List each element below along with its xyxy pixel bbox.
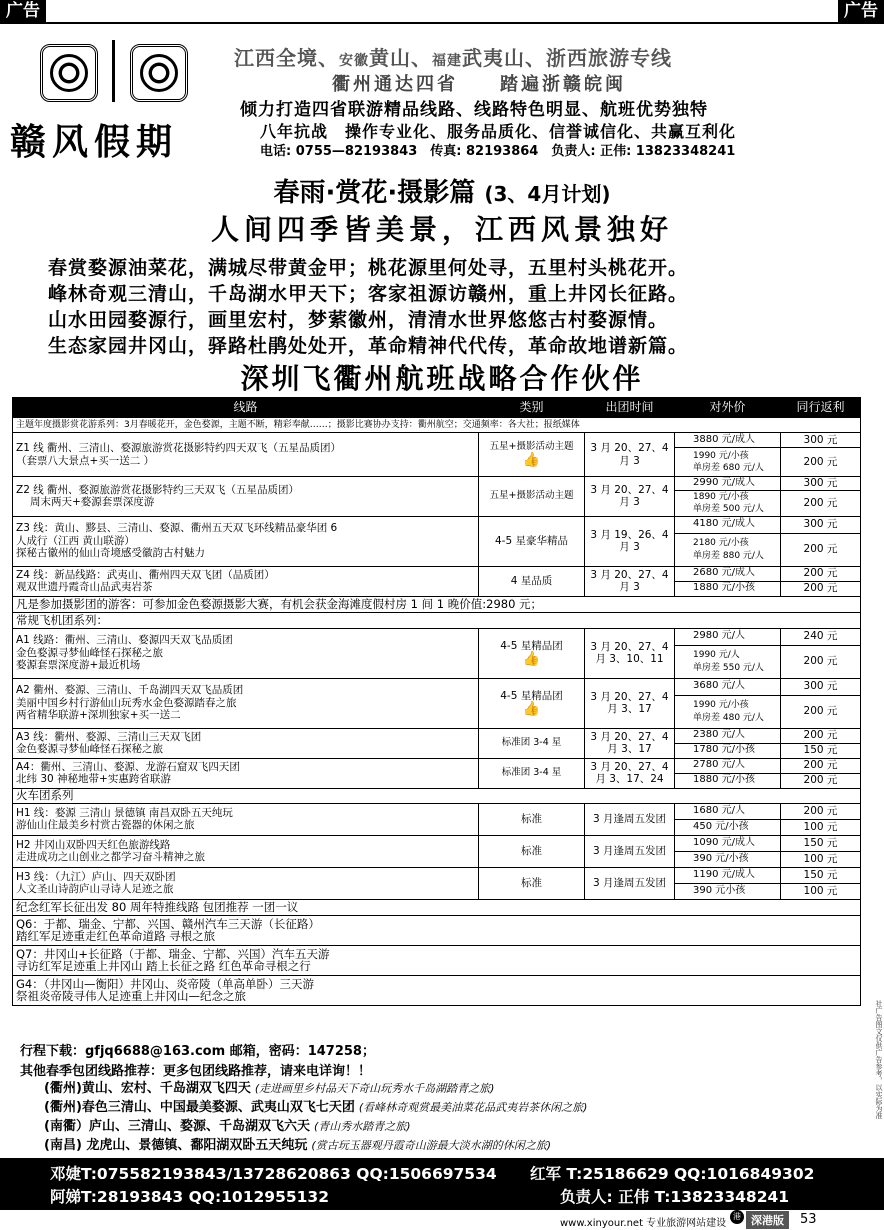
date-z1: 3 月 20、27、4月 3 — [585, 433, 675, 477]
contact-4: 负责人: 正伟 T:13823348241 — [560, 1188, 790, 1206]
date-h3: 3 月逢周五发团 — [585, 867, 675, 899]
price-h2-child: 390 元/小孩 — [675, 851, 781, 867]
rebate-z1-2: 200 元 — [781, 448, 861, 477]
poem-line-2: 峰林奇观三清山，千岛湖水甲天下；客家祖源访赣州，重上井冈长征路。 — [48, 283, 689, 305]
rebate-h2-1: 150 元 — [781, 835, 861, 851]
price-a1-adult: 2980 元/人 — [675, 628, 781, 645]
date-a3: 3 月 20、27、4月 3、17 — [585, 728, 675, 758]
route-z4-l1: Z4 线：新品线路：武夷山、衢州四天双飞团（品质团） — [16, 568, 275, 581]
route-z3-l2: 人成行（江西 黄山联游） — [16, 534, 135, 547]
route-q7: Q7：井冈山+长征路（于都、瑞金、宁都、兴国）汽车五天游 寻访红军足迹重上井冈山 踏上长征之路 红色革命寻根之行 — [13, 945, 861, 975]
header-divider — [112, 40, 115, 102]
route-a1-l2: 金色婺源寻梦仙峰怪石探秘之旅 — [16, 646, 163, 659]
price-z3-single: 单房差 880 元/人 — [693, 550, 764, 561]
website-text: www.xinyour.net 专业旅游网站建设 — [560, 1218, 727, 1229]
download-line: 行程下载：gfjq6688@163.com 邮箱，密码：147258； — [20, 1044, 375, 1059]
header-line-3: 倾力打造四省联游精品线路、线路特色明显、航班优势独特 — [240, 100, 708, 120]
rebate-a4-1: 200 元 — [781, 758, 861, 773]
price-z4-child: 1880 元/小孩 — [675, 581, 781, 596]
price-a2-single: 单房差 480 元/人 — [693, 712, 764, 723]
rebate-z3-1: 300 元 — [781, 516, 861, 533]
table-row — [13, 728, 861, 743]
table-row — [13, 477, 861, 491]
cat-h1: 标准 — [479, 803, 585, 835]
date-z4: 3 月 20、27、4月 3 — [585, 566, 675, 596]
route-z3-l3: 探秘古徽州的仙山奇境感受徽韵古村魅力 — [16, 547, 205, 560]
edition-logo-icon: 港 — [730, 1210, 744, 1224]
date-a1: 3 月 20、27、4月 3、10、11 — [585, 628, 675, 678]
recommend-3: (南衢）庐山、三清山、婺源、千岛湖双飞六天 (青山秀水踏青之旅) — [44, 1119, 411, 1134]
contact-1: 邓婕T:07558219384З/13728620863 QQ:1506697534 — [50, 1165, 497, 1183]
thumbs-up-icon: 👍 — [522, 452, 541, 468]
header-contact: 电话: 0755—82193843 传真: 82193864 负责人: 正伟: 13823348241 — [260, 144, 736, 159]
cat-a4: 标准团 3-4 星 — [479, 758, 585, 788]
header-line-4: 八年抗战 操作专业化、服务品质化、信誉诚信化、共赢互利化 — [260, 122, 737, 141]
route-g4: G4：（井冈山—衡阳）井冈山、炎帝陵（单高单卧）三天游 祭祖炎帝陵寻伟人足迹重上井冈山—纪念之旅 — [13, 975, 861, 1005]
cat-a2: 4-5 星精品团 — [500, 689, 563, 702]
agency-header — [4, 26, 870, 163]
cat-z2: 五星+摄影活动主题 — [479, 477, 585, 517]
col-rebate: 同行返利 — [781, 398, 861, 418]
price-a4-child: 1880 元/小孩 — [675, 773, 781, 788]
route-h1-l1: H1 线：婺源 三清山 景德镇 南昌双卧五天纯玩 — [16, 806, 233, 819]
price-z4-adult: 2680 元/成人 — [675, 566, 781, 581]
recommend-1: (衢州)黄山、宏村、千岛湖双飞四天 (走进画里乡村品天下奇山玩秀水千岛湖踏青之旅) — [44, 1081, 495, 1096]
cat-z4: 4 星品质 — [479, 566, 585, 596]
route-z3-l1: Z3 线：黄山、黟县、三清山、婺源、衢州五天双飞环线精品豪华团 6 — [16, 522, 338, 535]
rebate-a2-2: 200 元 — [781, 695, 861, 728]
rebate-a1-2: 200 元 — [781, 645, 861, 678]
cat-h3: 标准 — [479, 867, 585, 899]
route-a2-l3: 两省精华联游+深圳独家+买一送二 — [16, 709, 181, 722]
brand-name: 赣风假期 — [10, 121, 179, 163]
route-a1-l1: A1 线路：衢州、三清山、婺源四天双飞品质团 — [16, 634, 233, 647]
col-route: 线路 — [13, 398, 479, 418]
price-z1-child: 1990 元/小孩 — [693, 450, 749, 461]
more-routes-line: 其他春季包团线路推荐：更多包团线路推荐，请来电详询！！ — [20, 1064, 372, 1079]
col-category: 类别 — [479, 398, 585, 418]
emblem-left-icon — [40, 44, 98, 102]
date-h2: 3 月逢周五发团 — [585, 835, 675, 867]
poem-line-1: 春赏婺源油菜花，满城尽带黄金甲；桃花源里何处寻，五里村头桃花开。 — [48, 257, 689, 279]
price-z3-child: 2180 元/小孩 — [693, 538, 749, 549]
price-a1-single: 单房差 550 元/人 — [693, 662, 764, 673]
rebate-a3-2: 150 元 — [781, 743, 861, 758]
rebate-z2-2: 200 元 — [781, 490, 861, 516]
route-z1-l1: Z1 线 衢州、三清山、婺源旅游赏花摄影特约四天双飞（五星品质团） — [16, 442, 342, 454]
ad-label-left: 广告 — [0, 0, 46, 22]
intro-row: 主题年度摄影赏花游系列：3月春暖花开，金色婺源，主题不断，精彩奉献……；摄影比赛协办支持：衢州航空；交通频率：各大社；报纸媒体 — [13, 418, 861, 433]
table-row — [13, 678, 861, 695]
poem-line-3: 山水田园婺源行，画里宏村，梦萦徽州，清清水世界悠悠古村婺源情。 — [48, 309, 669, 331]
col-date: 出团时间 — [585, 398, 675, 418]
route-h2-l2: 走进成功之山创业之都学习奋斗精神之旅 — [16, 851, 205, 863]
contact-2: 红军 T:25186629 QQ:1016849302 — [530, 1165, 815, 1183]
price-z1-adult: 3880 元/成人 — [675, 433, 781, 448]
poem-line-4: 生态家园井冈山，驿路杜鹃处处开，革命精神代代传，革命故地谱新篇。 — [48, 335, 689, 357]
route-z2-l2: 周末两天+婺源套票深度游 — [30, 496, 155, 509]
route-a4-l1: A4：衢州、三清山、婺源、龙游石窟双飞四天团 — [16, 760, 240, 773]
date-z2: 3 月 20、27、4月 3 — [585, 477, 675, 517]
contact-3: 阿娣T:28193843 QQ:1012955132 — [50, 1188, 330, 1206]
side-note: 社广告图文仅供广告参考，以实际为准 — [875, 1000, 883, 1119]
price-h2-adult: 1090 元/成人 — [675, 835, 781, 851]
table-row — [13, 433, 861, 448]
page-footer — [0, 1212, 884, 1230]
table-row — [13, 516, 861, 533]
price-a3-child: 1780 元/小孩 — [675, 743, 781, 758]
page-number: 53 — [800, 1212, 817, 1227]
table-row — [13, 628, 861, 645]
main-title: 春雨·赏花·摄影篇 (3、4月计划) — [273, 178, 611, 208]
header-line-2: 衢州通达四省 踏遍浙赣皖闽 — [332, 74, 626, 95]
route-h2-l1: H2 井冈山双卧四天红色旅游线路 — [16, 838, 171, 851]
table-row — [13, 803, 861, 819]
price-z2-child: 1890 元/小孩 — [693, 491, 749, 502]
date-z3: 3 月 19、26、4月 3 — [585, 516, 675, 566]
route-a3-l1: A3 线：衢州、婺源、三清山三天双飞团 — [16, 730, 202, 743]
rebate-a4-2: 200 元 — [781, 773, 861, 788]
header-line-1: 江西全境、安徽黄山、福建武夷山、浙西旅游专线 — [234, 46, 672, 70]
price-h1-child: 450 元/小孩 — [675, 819, 781, 835]
cat-z3: 4-5 星豪华精品 — [479, 516, 585, 566]
table-row — [13, 867, 861, 883]
table-row — [13, 835, 861, 851]
cat-a1: 4-5 星精品团 — [500, 639, 563, 652]
route-q6: Q6：于都、瑞金、宁都、兴国、赣州汽车三天游（长征路） 踏红军足迹重走红色革命道路 寻根之旅 — [13, 915, 861, 945]
section-regular: 常规飞机团系列： — [13, 612, 861, 628]
rebate-z1-1: 300 元 — [781, 433, 861, 448]
thumbs-up-icon: 👍 — [522, 651, 541, 667]
rebate-h3-2: 100 元 — [781, 883, 861, 899]
cat-h2: 标准 — [479, 835, 585, 867]
rebate-h1-2: 100 元 — [781, 819, 861, 835]
price-z1-single: 单房差 680 元/人 — [693, 463, 764, 474]
rebate-a1-1: 240 元 — [781, 628, 861, 645]
rebate-a3-1: 200 元 — [781, 728, 861, 743]
date-a2: 3 月 20、27、4月 3、17 — [585, 678, 675, 728]
route-a2-l2: 美丽中国乡村行游仙山玩秀水金色婺源踏春之旅 — [16, 696, 237, 709]
route-z1-l2: （套票八大景点+买一送二 ） — [16, 454, 155, 467]
price-z2-adult: 2990 元/成人 — [675, 477, 781, 491]
section-train: 火车团系列 — [13, 788, 861, 803]
contact-bar — [0, 1158, 884, 1210]
route-a3-l2: 金色婺源寻梦仙峰怪石探秘之旅 — [16, 743, 163, 755]
recommend-4: (南昌) 龙虎山、景德镇、鄱阳湖双卧五天纯玩 (赏古玩玉器观丹霞奇山游最大淡水湖的休闲之旅) — [44, 1138, 551, 1153]
route-a4-l2: 北纬 30 神秘地带+实惠跨省联游 — [16, 773, 171, 785]
price-h3-child: 390 元小孩 — [675, 883, 781, 899]
table-header-row — [13, 398, 861, 418]
price-a2-adult: 3680 元/人 — [675, 678, 781, 695]
cat-z1: 五星+摄影活动主题 — [489, 440, 574, 452]
table-row — [13, 566, 861, 581]
col-price: 对外价 — [675, 398, 781, 418]
price-a3-adult: 2380 元/人 — [675, 728, 781, 743]
partner-title: 深圳飞衢州航班战略合作伙伴 — [240, 362, 644, 395]
date-h1: 3 月逢周五发团 — [585, 803, 675, 835]
price-a1-child: 1990 元/人 — [693, 650, 740, 661]
route-z2-l1: Z2 线 衢州、婺源旅游赏花摄影特约三天双飞（五星品质团） — [16, 483, 300, 496]
route-h3-l1: H3 线：（九江）庐山、四天双卧团 — [16, 870, 176, 883]
route-h1-l2: 游仙山住最美乡村赏古瓷器的休闲之旅 — [16, 819, 195, 831]
rebate-z3-2: 200 元 — [781, 533, 861, 566]
rebate-a2-1: 300 元 — [781, 678, 861, 695]
recommend-2: (衢州)春色三清山、中国最美婺源、武夷山双飞七天团 (看峰林奇观赏最美油菜花品武夷岩茶休闲之旅) — [44, 1100, 588, 1115]
date-a4: 3 月 20、27、4月 3、17、24 — [585, 758, 675, 788]
rebate-h2-2: 100 元 — [781, 851, 861, 867]
route-z4-l2: 观双世遗丹霞奇山品武夷岩茶 — [16, 581, 153, 593]
route-a2-l1: A2 衢州、婺源、三清山、千岛湖四天双飞品质团 — [16, 684, 244, 697]
top-rule — [0, 22, 884, 24]
rebate-h3-1: 150 元 — [781, 867, 861, 883]
edition-label: 深港版 — [746, 1211, 789, 1229]
route-a1-l3: 婺源套票深度游+最近机场 — [16, 659, 141, 672]
price-h3-adult: 1190 元/成人 — [675, 867, 781, 883]
route-h3-l2: 人文圣山诗韵庐山寻诗人足迹之旅 — [16, 883, 174, 895]
price-h1-adult: 1680 元/人 — [675, 803, 781, 819]
section-red-tour: 纪念红军长征出发 80 周年特推线路 包团推荐 一团一议 — [13, 899, 861, 915]
table-row — [13, 758, 861, 773]
ad-label-right: 广告 — [838, 0, 884, 22]
price-z2-single: 单房差 500 元/人 — [693, 504, 764, 514]
emblem-right-icon — [130, 44, 188, 102]
cat-a3: 标准团 3-4 星 — [479, 728, 585, 758]
thumbs-up-icon: 👍 — [522, 701, 541, 717]
price-z3-adult: 4180 元/成人 — [675, 516, 781, 533]
price-a2-child: 1990 元/小孩 — [693, 700, 749, 711]
rebate-z4-1: 200 元 — [781, 566, 861, 581]
rebate-h1-1: 200 元 — [781, 803, 861, 819]
price-a4-adult: 2780 元/人 — [675, 758, 781, 773]
itinerary-table — [12, 397, 861, 1006]
rebate-z2-1: 300 元 — [781, 477, 861, 491]
rebate-z4-2: 200 元 — [781, 581, 861, 596]
photo-note: 凡是参加摄影团的游客：可参加金色婺源摄影大赛，有机会获金海滩度假村房 1 间 1 晚价值:2980 元； — [13, 596, 861, 612]
subtitle: 人间四季皆美景，江西风景独好 — [210, 213, 673, 246]
